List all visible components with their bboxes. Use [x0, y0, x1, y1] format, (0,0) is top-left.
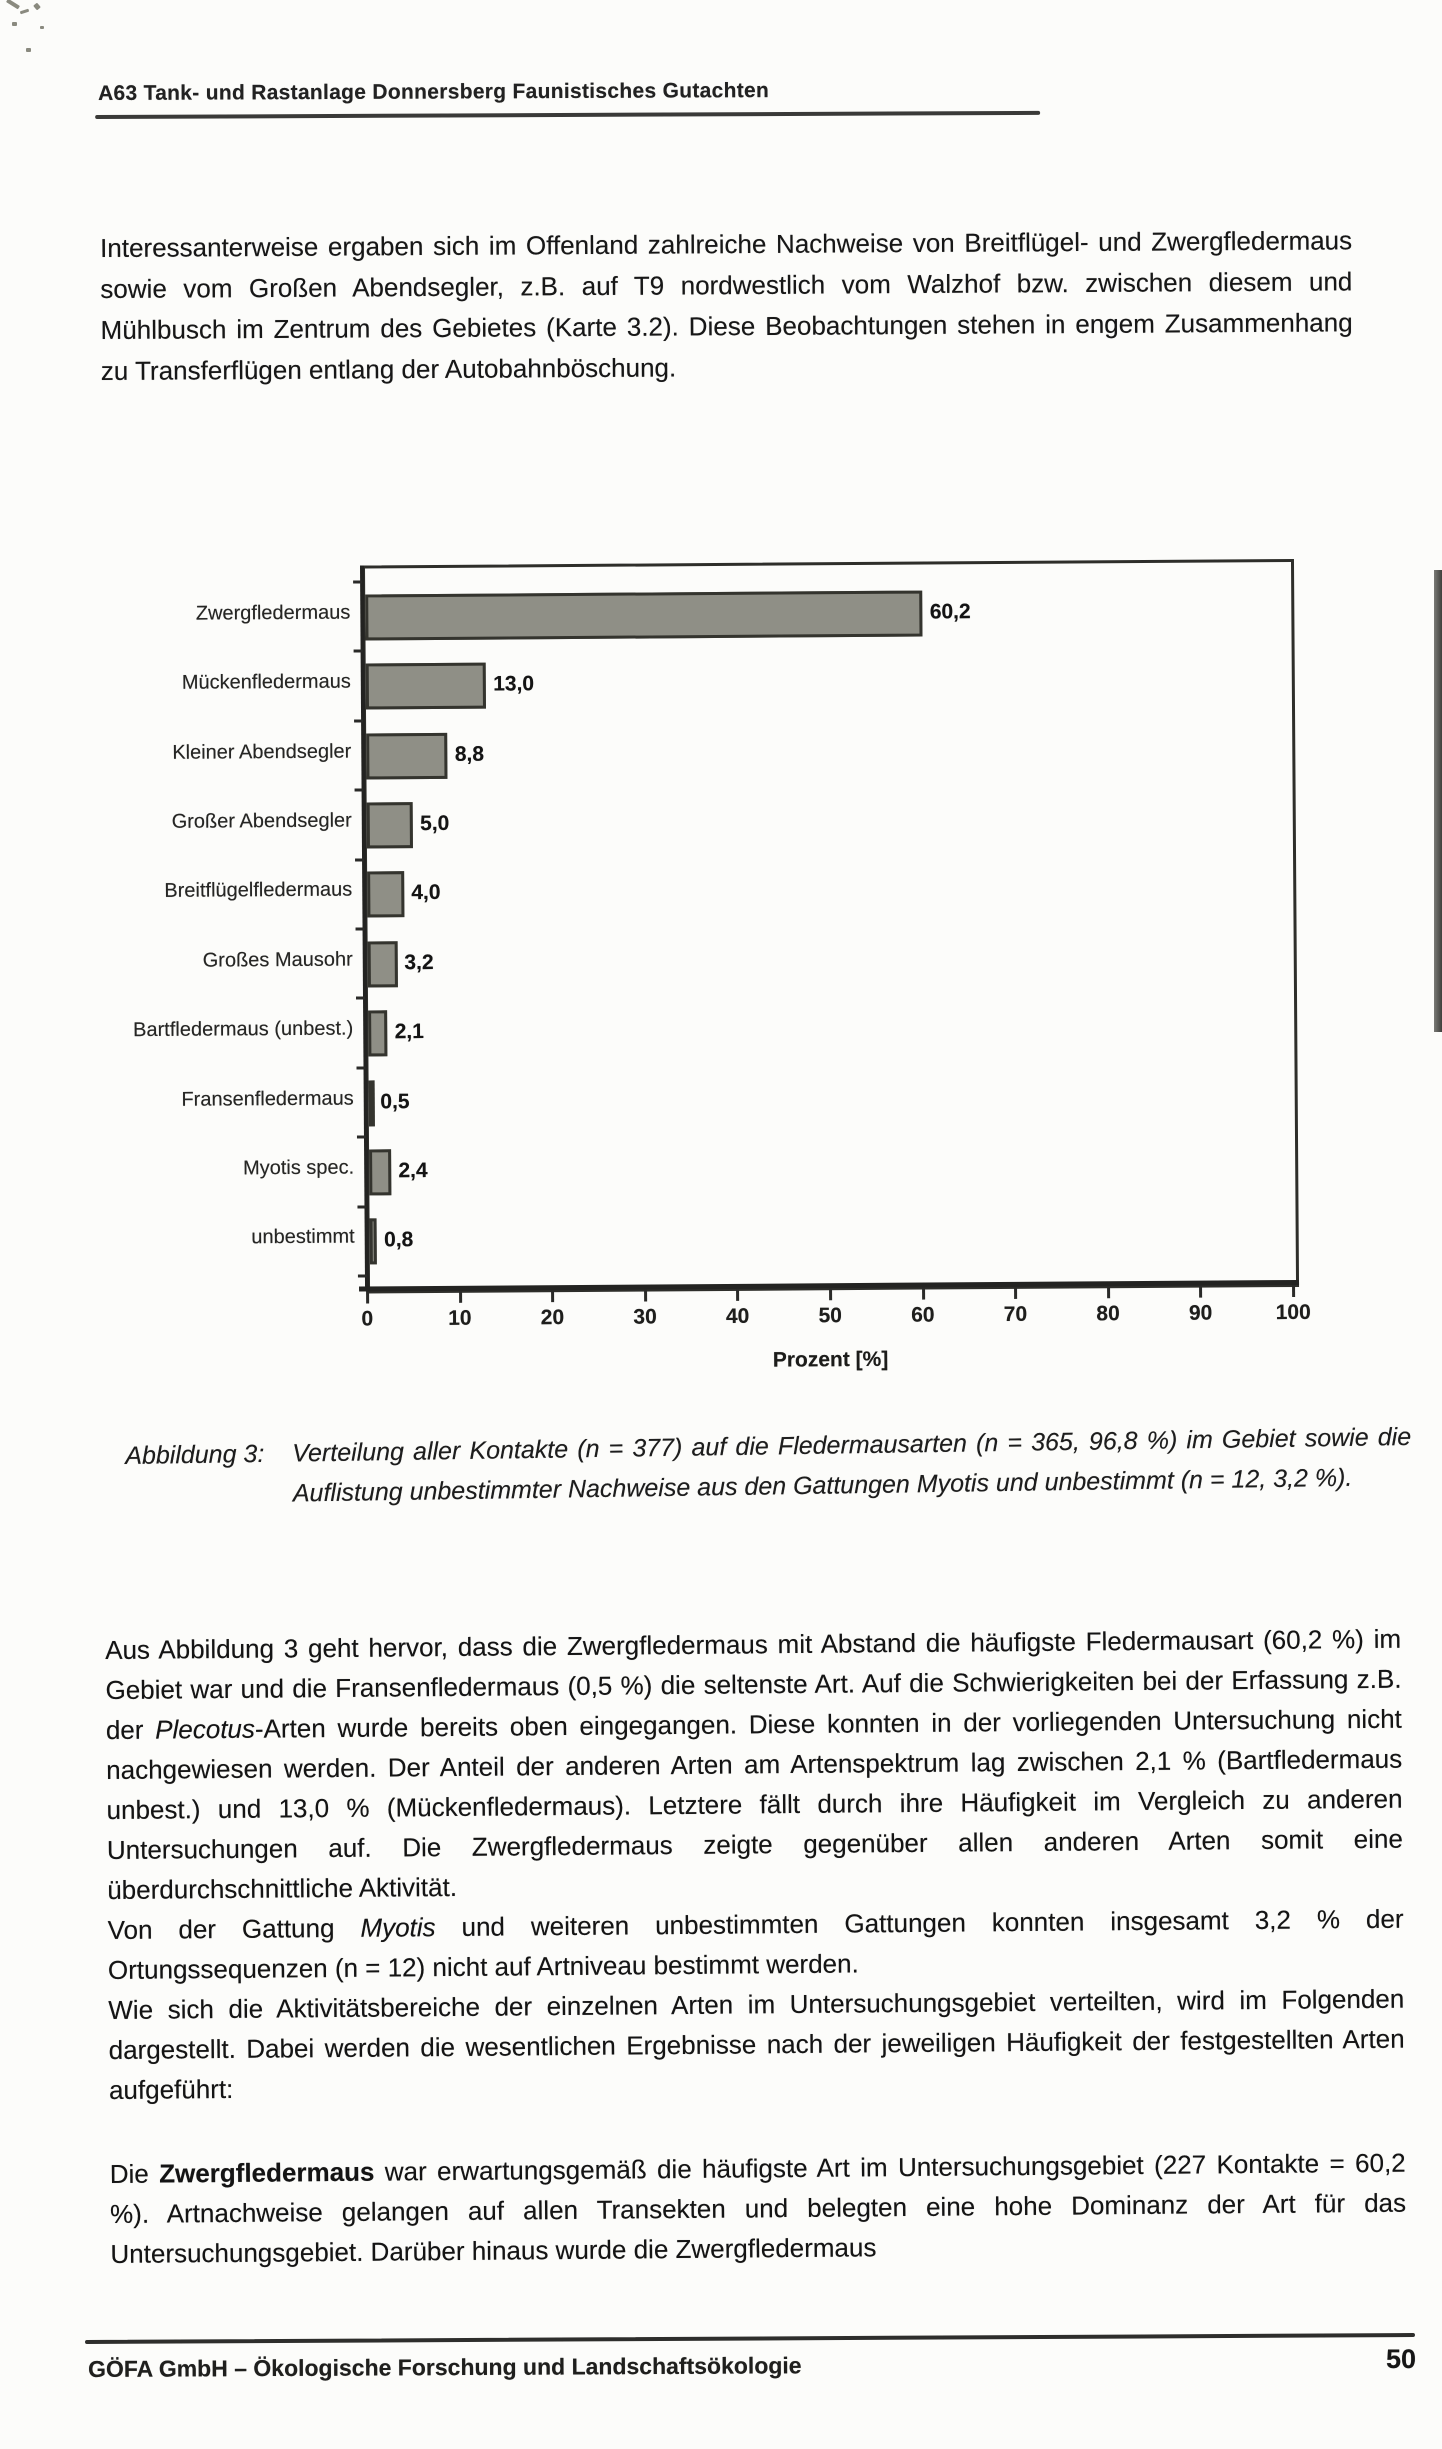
body-paragraph-3: [108, 1979, 1405, 2110]
paragraph-text: -Arten wurde bereits oben eingegangen. Diese konnten in der vorliegenden Untersuchung nicht nachgewiesen werden. Der Anteil der anderen Arten am Artenspektrum lag zwischen 2,1 % (Bartfledermaus unbest.) und 13,0 % (Mückenfledermaus). Letztere fällt durch ihre Häufigkeit im Vergleich zu anderen Untersuchungen auf. Die Zwergfledermaus zeigte gegenüber allen anderen Arten somit eine überdurchschnittliche Aktivität.: [106, 1703, 1404, 1905]
y-axis-tick: [355, 789, 364, 792]
x-axis-tick-label: 40: [725, 1304, 750, 1328]
x-axis-tick: [922, 1288, 925, 1300]
y-axis-tick: [354, 650, 363, 653]
y-axis-tick: [355, 858, 364, 861]
y-axis-tick: [356, 927, 365, 930]
species-name-italic: Plecotus: [155, 1713, 256, 1745]
value-label: 60,2: [929, 599, 971, 624]
category-label: unbestimmt: [251, 1225, 355, 1249]
footer-rule: [85, 2333, 1415, 2344]
bar-unbestimmt: [370, 1219, 378, 1265]
paragraph-text: Die: [109, 2158, 160, 2189]
chart-plot-area: [362, 559, 1299, 1293]
body-paragraph-1: [105, 1619, 1403, 1910]
x-axis-tick: [1199, 1286, 1202, 1298]
value-label: 5,0: [420, 811, 450, 835]
y-axis-tick: [358, 1274, 367, 1277]
bar-kleiner-abendsegler: [366, 732, 448, 779]
x-axis-tick: [1014, 1287, 1017, 1299]
value-label: 2,4: [398, 1158, 428, 1183]
value-label: 2,1: [394, 1020, 424, 1044]
figure-caption-label: Abbildung 3:: [125, 1439, 265, 1470]
y-axis-tick: [357, 1205, 366, 1208]
y-axis-tick: [353, 580, 362, 583]
bar-bartfledermaus-unbest-: [368, 1010, 388, 1056]
species-name-bold: Zwergfledermaus: [159, 2156, 375, 2189]
x-axis-tick: [736, 1289, 739, 1301]
x-axis-tick-label: 50: [818, 1304, 842, 1328]
x-axis-tick: [459, 1291, 462, 1303]
value-label: 3,2: [404, 950, 434, 974]
paragraph-text: Aus Abbildung 3 geht hervor, dass die Zwergfledermaus mit Abstand die häufigste Fledermausart (60,2 %) im Gebiet war und die Fransenfledermaus (0,5 %) die seltenste Art. Auf die Schwierigkeiten bei der Erfassung z.B. der: [105, 1623, 1402, 1745]
bar-fransenfledermaus: [369, 1080, 375, 1126]
bar-großer-abendsegler: [367, 802, 414, 848]
x-axis-tick-label: 100: [1275, 1300, 1311, 1325]
y-axis-tick: [357, 1136, 366, 1139]
category-label: Breitflügelfledermaus: [164, 878, 353, 903]
bar-zwergfledermaus: [365, 590, 923, 640]
x-axis-tick-label: 20: [540, 1306, 565, 1330]
x-axis-tick-label: 90: [1188, 1301, 1213, 1325]
paragraph-text: Von der Gattung: [107, 1912, 361, 1945]
body-paragraph-4: [110, 2143, 1407, 2274]
category-label: Fransenfledermaus: [181, 1087, 354, 1111]
figure-3-bar-chart: [0, 558, 1442, 1398]
figure-caption: [125, 1417, 1412, 1516]
paragraph-text: Wie sich die Aktivitätsbereiche der einzelnen Arten im Untersuchungsgebiet verteilten, wird im Folgenden dargestellt. Dabei werden die wesentlichen Ergebnisse nach der jeweiligen Häufigkeit der festgestellten Arten aufgeführt:: [108, 1983, 1405, 2105]
y-axis-tick: [356, 997, 365, 1000]
value-label: 13,0: [493, 672, 535, 696]
value-label: 0,5: [380, 1089, 410, 1113]
footer-company: GÖFA GmbH – Ökologische Forschung und Landschaftsökologie: [88, 2352, 802, 2382]
scan-edge-artifact: [1434, 570, 1442, 1032]
header-rule: [95, 111, 1040, 119]
x-axis-tick: [644, 1290, 647, 1302]
category-label: Kleiner Abendsegler: [172, 740, 352, 764]
x-axis-tick-label: 70: [1003, 1302, 1028, 1327]
x-axis-tick: [551, 1290, 554, 1302]
paragraph-text: und weiteren unbestimmten Gattungen konnten insgesamt 3,2 % der Ortungssequenzen (n = 12) nicht auf Artniveau bestimmt werden.: [107, 1903, 1404, 1985]
value-label: 8,8: [454, 742, 485, 766]
x-axis-tick-label: 60: [911, 1303, 935, 1327]
bar-myotis-spec-: [369, 1149, 392, 1195]
page-number: 50: [1386, 2344, 1417, 2374]
running-header-title: A63 Tank- und Rastanlage Donnersberg Faunistisches Gutachten: [98, 79, 770, 105]
figure-caption-text: Verteilung aller Kontakte (n = 377) auf die Fledermausarten (n = 365, 96,8 %) im Gebiet sowie die Auflistung unbestimmter Nachweise aus den Gattungen Myotis und unbestimmt (n = 12, 3,2 %).: [292, 1422, 1412, 1508]
category-label: Myotis spec.: [242, 1156, 355, 1180]
category-label: Zwergfledermaus: [195, 601, 351, 625]
x-axis-tick-label: 30: [633, 1305, 657, 1329]
category-label: Großes Mausohr: [202, 948, 353, 972]
category-label: Großer Abendsegler: [171, 809, 352, 833]
x-axis-tick: [829, 1288, 832, 1300]
x-axis-title: Prozent [%]: [772, 1347, 889, 1372]
y-axis-tick: [356, 1066, 365, 1069]
intro-paragraph: Interessanterweise ergaben sich im Offenland zahlreiche Nachweise von Breitflügel- und Zwergfledermaus sowie vom Großen Abendsegler, z.B. auf T9 nordwestlich vom Walzhof bzw. zwischen diesem und Mühlbusch im Zentrum des Gebietes (Karte 3.2). Diese Beobachtungen stehen in engem Zusammenhang zu Transferflügen entlang der Autobahnböschung.: [100, 225, 1353, 386]
paragraph-text: war erwartungsgemäß die häufigste Art im Untersuchungsgebiet (227 Kontakte = 60,2 %). Artnachweise gelangen auf allen Transekten und belegten eine hohe Dominanz der Art für das Untersuchungsgebiet. Darüber hinaus wurde die Zwergfledermaus: [109, 2147, 1407, 2269]
bar-mückenfledermaus: [366, 663, 487, 710]
value-label: 0,8: [384, 1228, 414, 1252]
x-axis-tick-label: 80: [1096, 1302, 1120, 1326]
category-label: Mückenfledermaus: [181, 670, 351, 694]
x-axis-tick: [1107, 1286, 1110, 1298]
body-text: [105, 1619, 1407, 2274]
x-axis-tick-label: 10: [448, 1306, 472, 1330]
bar-großes-mausohr: [368, 941, 398, 987]
category-label: Bartfledermaus (unbest.): [133, 1017, 354, 1042]
genus-name-italic: Myotis: [360, 1912, 436, 1943]
x-axis-tick: [1292, 1285, 1295, 1297]
y-axis-tick: [354, 719, 363, 722]
page-header: [98, 79, 769, 106]
x-axis-tick-label: 0: [361, 1307, 374, 1331]
body-paragraph-2: [107, 1899, 1404, 1990]
value-label: 4,0: [411, 881, 441, 905]
scan-noise-artifact: [0, 0, 70, 70]
bar-breitflügelfledermaus: [367, 871, 404, 917]
x-axis-tick: [366, 1291, 369, 1303]
